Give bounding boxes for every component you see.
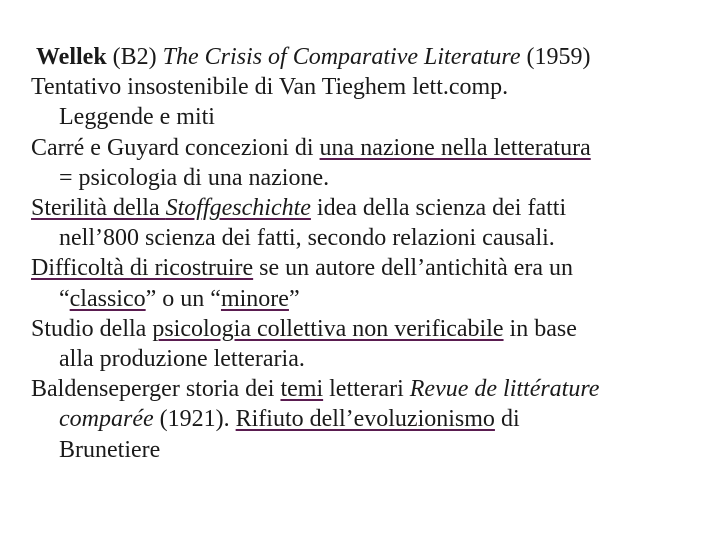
paragraph-carre-guyard — [31, 133, 711, 193]
text-segment: Carré e Guyard concezioni di — [31, 134, 320, 161]
text-segment: = psicologia di una nazione. — [59, 164, 330, 191]
text-segment: temi — [280, 376, 324, 403]
text-segment: Wellek — [36, 44, 107, 70]
text-segment: comparée — [59, 406, 154, 433]
text-segment: in base — [503, 315, 577, 342]
text-segment: una nazione nella letteratura — [319, 134, 591, 161]
text-segment: Sterilità della — [31, 195, 166, 222]
text-segment: Revue de littérature — [409, 376, 600, 403]
paragraph-vantieghem — [31, 72, 711, 132]
text-segment: “ — [59, 285, 70, 312]
text-segment: (B2) — [106, 44, 163, 70]
text-segment: Difficoltà di ricostruire — [31, 255, 254, 282]
text-segment: Baldenseperger storia dei — [31, 376, 281, 403]
paragraph-psicologia — [31, 314, 711, 374]
text-segment: letterari — [323, 376, 410, 403]
slide-text-body — [31, 42, 711, 465]
text-segment: nell’800 scienza dei fatti, secondo relazioni causali. — [59, 225, 555, 252]
text-segment: Leggende e miti — [59, 104, 215, 131]
paragraph-difficolta — [31, 253, 711, 313]
text-segment: se un autore dell’antichità era un — [253, 255, 574, 282]
paragraph-wellek — [31, 42, 711, 72]
text-segment: (1921). — [153, 406, 236, 433]
text-segment: Brunetiere — [59, 436, 161, 463]
text-segment: ” o un “ — [145, 285, 221, 312]
text-segment: idea della scienza dei fatti — [310, 195, 567, 222]
text-segment: di — [494, 406, 520, 433]
paragraph-sterilita — [31, 193, 711, 253]
text-segment: Stoffgeschichte — [165, 195, 311, 222]
text-segment: ” — [288, 285, 300, 312]
text-segment: Tentativo insostenibile di Van Tieghem lett.comp. — [31, 74, 509, 101]
paragraph-baldensperger — [31, 374, 711, 465]
text-segment: psicologia collettiva non verificabile — [152, 315, 504, 342]
text-segment: classico — [69, 285, 146, 312]
text-segment: alla produzione letteraria. — [59, 346, 305, 373]
text-segment: (1959) — [520, 44, 591, 70]
text-segment: Studio della — [31, 315, 153, 342]
text-segment: minore — [220, 285, 289, 312]
text-segment: Rifiuto dell’evoluzionismo — [235, 406, 495, 433]
text-segment: The Crisis of Comparative Literature — [162, 44, 521, 70]
